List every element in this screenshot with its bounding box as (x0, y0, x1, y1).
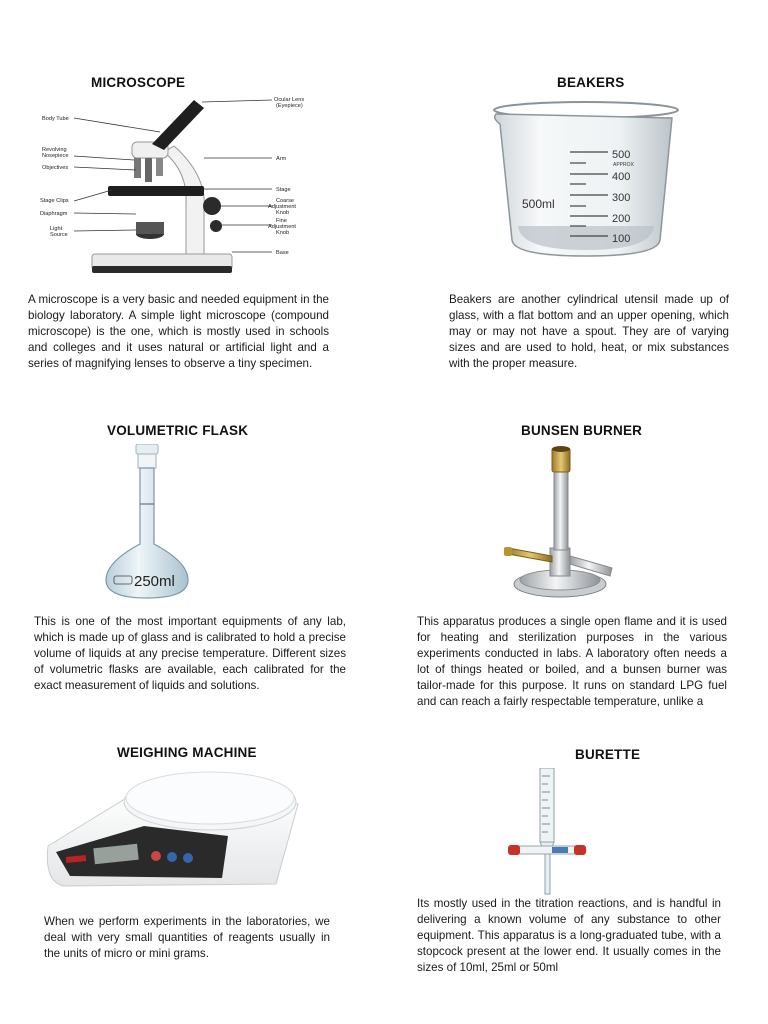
label-revolving: Revolving (42, 147, 67, 153)
microscope-title: MICROSCOPE (91, 75, 186, 90)
label-base: Base (276, 250, 289, 256)
burette-title: BURETTE (575, 747, 641, 762)
beaker-image (490, 100, 682, 262)
volumetric-flask-title: VOLUMETRIC FLASK (107, 423, 249, 438)
microscope-description: A microscope is a very basic and needed equipment in the biology laboratory. A simple light microscope (compound microscope) is the one, which is mostly used in schools and colleges and it uses natural or artificial light and a series of magnifying lenses to observe a tiny specimen. (28, 293, 329, 371)
beakers-title: BEAKERS (557, 75, 625, 90)
beaker-mark-400: 400 (612, 171, 631, 183)
bunsen-burner-image (500, 444, 630, 604)
burette-image (500, 768, 596, 896)
bunsen-burner-description: This apparatus produces a single open flame and it is used for heating and sterilization purposes in the various experiments conducted in labs. A laboratory often needs a lot of things heated or boiled, and a bunsen burner was tailor-made for this purpose. It runs on standard LPG fuel and can reach a fairly respectable temperature, unlike a (417, 615, 727, 709)
microscope-image (36, 94, 326, 282)
beaker-mark-100: 100 (612, 233, 631, 245)
label-stage: Stage (276, 187, 291, 193)
label-fine-3: Knob (276, 230, 290, 236)
beakers-description: Beakers are another cylindrical utensil made up of glass, with a flat bottom and an upper opening, which may or may not have a spout. They are of varying sizes and are used to hold, heat, or mix substances with the proper measure. (449, 293, 729, 371)
beaker-volume-label: 500ml (522, 197, 555, 211)
label-fine-2: Adjustment (268, 224, 296, 230)
label-coarse-2: Adjustment (268, 204, 296, 210)
label-ocular-1: Ocular Lens (274, 97, 305, 103)
bunsen-burner-title: BUNSEN BURNER (521, 423, 643, 438)
label-ocular-2: (Eyepiece) (276, 103, 303, 109)
volumetric-flask-image (100, 444, 200, 602)
label-objectives: Objectives (42, 165, 69, 171)
label-nosepiece: Nosepiece (42, 153, 69, 159)
beaker-mark-300: 300 (612, 192, 631, 204)
label-coarse-3: Knob (276, 210, 290, 216)
label-fine-1: Fine (276, 218, 287, 224)
label-diaphragm: Diaphragm (40, 211, 68, 217)
label-body-tube: Body Tube (42, 116, 69, 122)
label-source: Source (50, 232, 68, 238)
beaker-mark-200: 200 (612, 213, 631, 225)
weighing-machine-title: WEIGHING MACHINE (117, 745, 257, 760)
label-light: Light (50, 226, 63, 232)
weighing-machine-description: When we perform experiments in the laboratories, we deal with very small quantities of reagents usually in the units of micro or mini grams. (44, 915, 330, 961)
volumetric-flask-description: This is one of the most important equipments of any lab, which is made up of glass and is calibrated to hold a precise volume of liquids at any precise temperature. Different sizes of volumetric flasks are available, each calibrated for the exact measurement of liquids and solutions. (34, 615, 346, 693)
flask-volume-label: 250ml (134, 573, 175, 590)
burette-description: Its mostly used in the titration reactions, and is handful in delivering a known volume of any substance to other equipment. This apparatus is a long-graduated tube, with a stopcock present at the lower end. It usually comes in the sizes of 10ml, 25ml or 50ml (417, 897, 721, 975)
beaker-approx: APPROX (613, 162, 634, 168)
label-coarse-1: Coarse (276, 198, 295, 204)
label-stage-clips: Stage Clips (40, 198, 69, 204)
beaker-mark-500: 500 (612, 149, 631, 161)
label-arm: Arm (276, 156, 287, 162)
weighing-machine-image (40, 764, 302, 898)
